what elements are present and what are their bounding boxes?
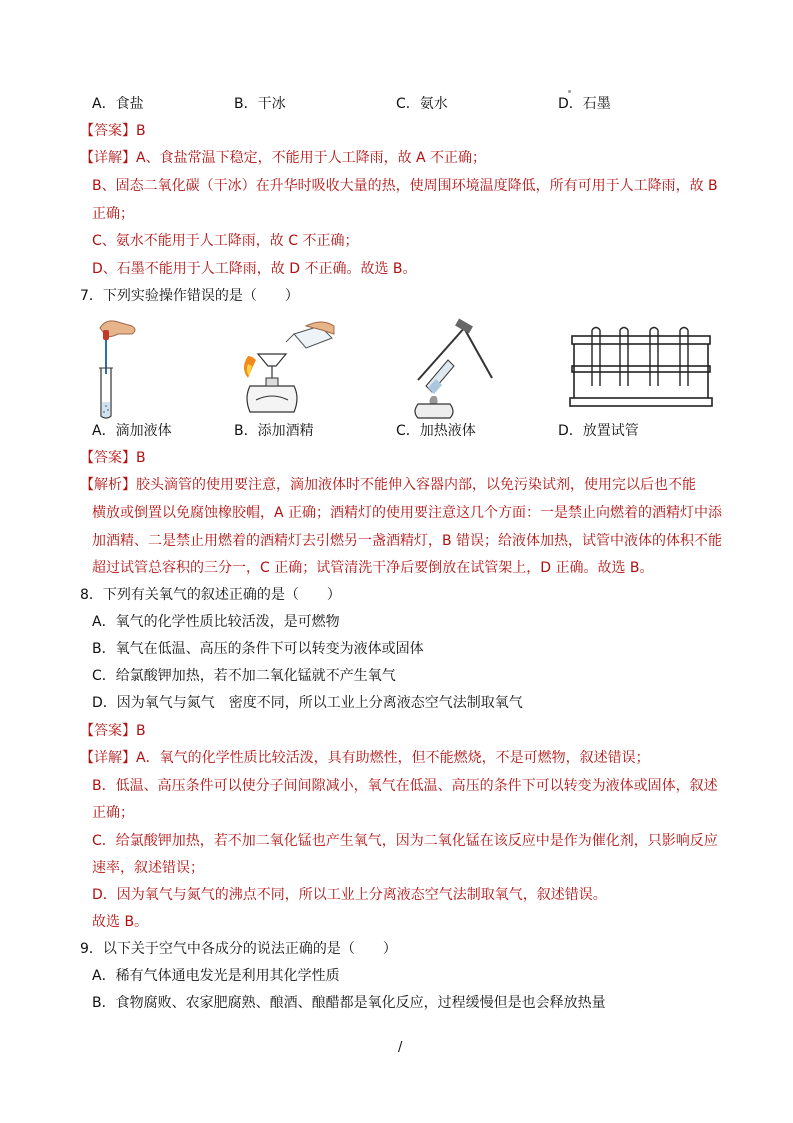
q7-explanation-line: 横放或倒置以免腐蚀橡胶帽，A 正确；酒精灯的使用要注意这几个方面：一是禁止向燃着的酒精灯中添 bbox=[92, 505, 723, 521]
q9-option-b: B．食物腐败、农家肥腐熟、酿酒、酿醋都是氧化反应，过程缓慢但是也会释放热量 bbox=[92, 995, 606, 1011]
q9-stem: 9．以下关于空气中各成分的说法正确的是（ ） bbox=[80, 941, 397, 957]
q7-option-c: C．加热液体 bbox=[396, 423, 476, 439]
q6-explanation-line: 正确； bbox=[92, 206, 134, 222]
q6-explanation-line: D、石墨不能用于人工降雨，故 D 不正确。故选 B。 bbox=[92, 261, 417, 277]
q8-option-d: D．因为氧气与氮气 密度不同，所以工业上分离液态空气法制取氧气 bbox=[92, 695, 523, 711]
q6-explanation-line: B、固态二氧化碳（干冰）在升华时吸收大量的热，使周围环境温度降低，所有可用于人工降雨，故 B bbox=[92, 178, 718, 194]
q8-answer: 【答案】B bbox=[80, 723, 146, 739]
q8-explanation-line: D．因为氧气与氮气的沸点不同，所以工业上分离液态空气法制取氧气，叙述错误。 bbox=[92, 887, 607, 903]
page-number: / bbox=[398, 1040, 403, 1055]
q6-option-d: D．石墨 bbox=[558, 96, 611, 112]
q8-explanation-line: 正确； bbox=[92, 805, 134, 821]
q8-option-b: B．氧气在低温、高压的条件下可以转变为液体或固体 bbox=[92, 641, 424, 657]
q7-explanation-line: 【解析】胶头滴管的使用要注意，滴加液体时不能伸入容器内部，以免污染试剂，使用完以后也不能 bbox=[80, 477, 696, 493]
alcohol-lamp-figure bbox=[236, 320, 340, 420]
q8-explanation-line: 速率，叙述错误； bbox=[92, 860, 204, 876]
q8-explanation-line: C．给氯酸钾加热，若不加二氧化锰也产生氧气，因为二氧化锰在该反应中是作为催化剂，只影响反应 bbox=[92, 833, 718, 849]
q6-option-c: C．氨水 bbox=[396, 96, 448, 112]
q6-option-a: A．食盐 bbox=[92, 96, 144, 112]
q6-answer: 【答案】B bbox=[80, 123, 146, 139]
q7-option-a: A．滴加液体 bbox=[92, 423, 172, 439]
q8-stem: 8．下列有关氧气的叙述正确的是（ ） bbox=[80, 587, 341, 603]
q8-explanation-line: B．低温、高压条件可以使分子间间隙减小，氧气在低温、高压的条件下可以转变为液体或固体，叙述 bbox=[92, 778, 718, 794]
q7-option-b: B．添加酒精 bbox=[234, 423, 314, 439]
q7-option-d: D．放置试管 bbox=[558, 423, 639, 439]
q7-explanation-line: 加酒精、二是禁止用燃着的酒精灯去引燃另一盏酒精灯，B 错误；给液体加热，试管中液体的体积不能 bbox=[92, 533, 723, 549]
heating-liquid-figure bbox=[404, 316, 500, 420]
test-tube-rack-figure bbox=[566, 326, 716, 410]
q8-option-a: A．氧气的化学性质比较活泼，是可燃物 bbox=[92, 614, 340, 630]
q6-explanation-line: 【详解】A、食盐常温下稳定，不能用于人工降雨，故 A 不正确； bbox=[80, 150, 487, 166]
scan-dot bbox=[568, 90, 571, 93]
q7-stem: 7．下列实验操作错误的是（ ） bbox=[80, 288, 299, 304]
q9-option-a: A．稀有气体通电发光是利用其化学性质 bbox=[92, 968, 340, 984]
q8-option-c: C．给氯酸钾加热，若不加二氧化锰就不产生氧气 bbox=[92, 668, 396, 684]
q8-explanation-line: 故选 B。 bbox=[92, 914, 149, 930]
dropper-figure bbox=[92, 316, 142, 420]
q6-option-b: B．干冰 bbox=[234, 96, 286, 112]
q7-answer: 【答案】B bbox=[80, 450, 146, 466]
q6-explanation-line: C、氨水不能用于人工降雨，故 C 不正确； bbox=[92, 233, 359, 249]
q7-explanation-line: 超过试管总容积的三分一，C 正确；试管清洗干净后要倒放在试管架上，D 正确。故选 B。 bbox=[92, 560, 654, 576]
q8-explanation-line: 【详解】A．氧气的化学性质比较活泼，具有助燃性，但不能燃烧，不是可燃物，叙述错误； bbox=[80, 750, 650, 766]
